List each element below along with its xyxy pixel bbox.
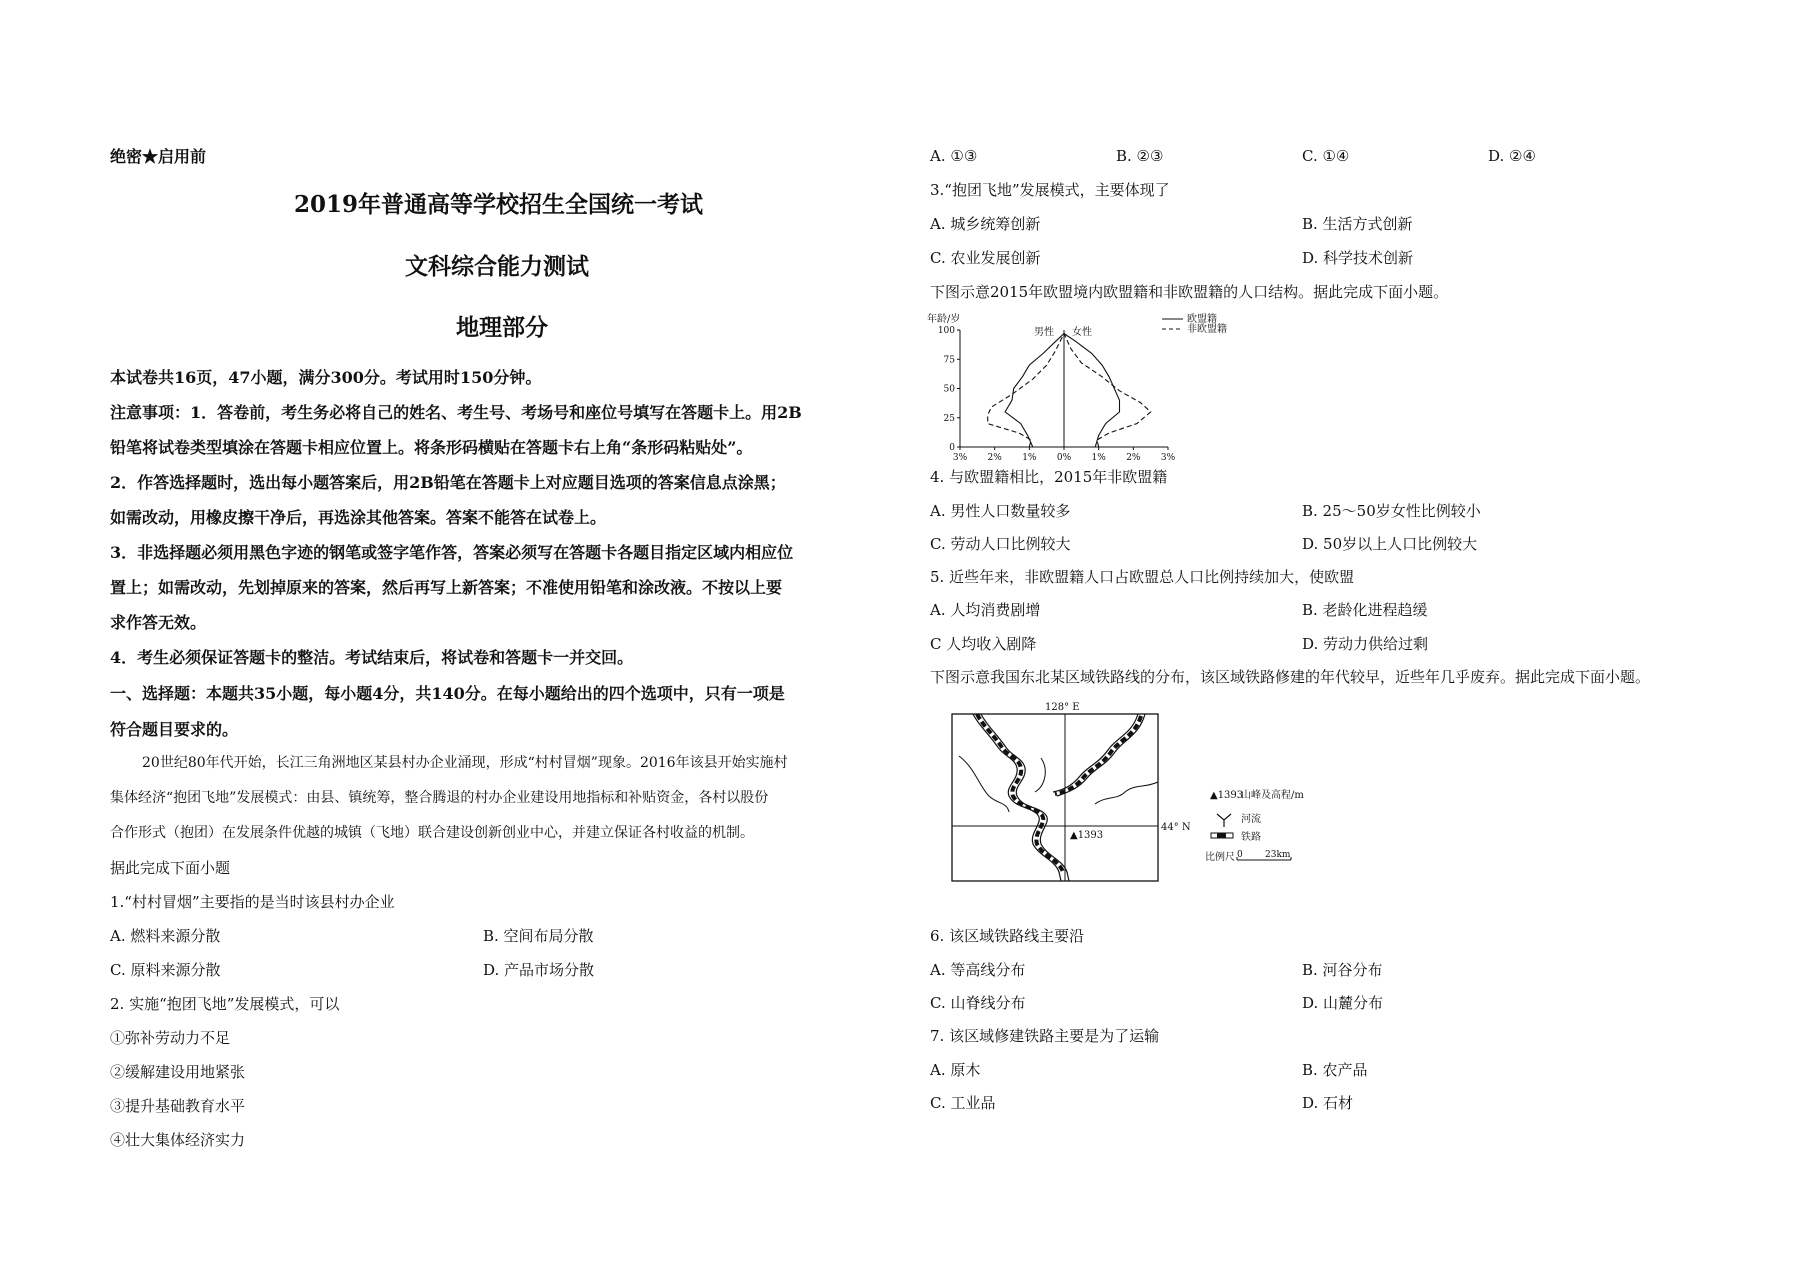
q5-option-a: A. 人均消费剧增 (930, 601, 1041, 619)
question-7-stem: 7. 该区域修建铁路主要是为了运输 (930, 1027, 1160, 1045)
railway-branch (1055, 716, 1141, 794)
legend-peak-symbol: ▲1393 (1210, 790, 1244, 801)
q6-option-d: D. 山麓分布 (1302, 994, 1384, 1012)
question-4-stem: 4. 与欧盟籍相比，2015年非欧盟籍 (930, 468, 1168, 486)
male-label: 男性 (1034, 327, 1054, 338)
female-label: 女性 (1072, 327, 1092, 338)
q1-option-b: B. 空间布局分散 (483, 927, 594, 945)
river-west (959, 756, 1009, 812)
y-axis-label: 年龄/岁 (927, 314, 961, 325)
q1-option-a: A. 燃料来源分散 (110, 927, 221, 945)
q2-option-d: D. ②④ (1488, 147, 1536, 165)
latitude-label: 44° N (1161, 822, 1191, 833)
map-frame (952, 714, 1158, 881)
passage-line: 集体经济“抱团飞地”发展模式：由县、镇统筹，整合腾退的村办企业建设用地指标和补贴资金，各村以股份 (110, 790, 769, 806)
instruction-line: 铅笔将试卷类型填涂在答题卡相应位置上。将条形码横贴在答题卡右上角“条形码粘贴处”。 (110, 438, 753, 457)
legend-label: 欧盟籍 (1187, 314, 1217, 325)
peak-label: ▲1393 (1070, 830, 1104, 841)
instruction-line: 2．作答选择题时，选出每小题答案后，用2B铅笔在答题卡上对应题目选项的答案信息点涂黑； (110, 473, 786, 492)
q6-option-a: A. 等高线分布 (930, 961, 1026, 979)
scale-label: 比例尺 (1205, 852, 1235, 863)
railway-map (945, 696, 1330, 886)
q2-statement-3: ③提升基础教育水平 (110, 1097, 246, 1115)
instruction-line: 注意事项：1．答卷前，考生务必将自己的姓名、考生号、考场号和座位号填写在答题卡上。用2B (110, 403, 802, 422)
question-2-stem: 2. 实施“抱团飞地”发展模式，可以 (110, 995, 340, 1013)
question-5-stem: 5. 近些年来，非欧盟籍人口占欧盟总人口比例持续加大，使欧盟 (930, 568, 1355, 586)
railway-line (977, 714, 1063, 872)
exam-title: 2019年普通高等学校招生全国统一考试 (294, 191, 704, 218)
q3-option-c: C. 农业发展创新 (930, 249, 1041, 267)
series-eu-male (1005, 334, 1064, 448)
q2-statement-1: ①弥补劳动力不足 (110, 1029, 231, 1047)
instruction-line: 如需改动，用橡皮擦干净后，再选涂其他答案。答案不能答在试卷上。 (110, 508, 607, 527)
q6-option-b: B. 河谷分布 (1302, 961, 1383, 979)
q7-option-a: A. 原木 (930, 1061, 981, 1079)
y-tick-label: 50 (943, 384, 955, 395)
series-non-eu-male (988, 334, 1064, 448)
x-tick-label: 1% (1091, 453, 1106, 463)
section-heading: 一、选择题：本题共35小题，每小题4分，共140分。在每小题给出的四个选项中，只有一项是 (110, 684, 785, 703)
q4-option-b: B. 25～50岁女性比例较小 (1302, 502, 1481, 520)
instruction-line: 置上；如需改动，先划掉原来的答案，然后再写上新答案；不准使用铅笔和涂改液。不按以上要 (110, 578, 783, 597)
railway-intro: 下图示意我国东北某区域铁路线的分布，该区域铁路修建的年代较早，近些年几乎废弃。据此完成下面小题。 (930, 668, 1651, 686)
y-tick-label: 25 (943, 413, 955, 424)
legend-label: 非欧盟籍 (1187, 324, 1227, 335)
q7-option-d: D. 石材 (1302, 1094, 1354, 1112)
stream (1035, 758, 1045, 792)
q1-option-c: C. 原料来源分散 (110, 961, 221, 979)
q5-option-b: B. 老龄化进程趋缓 (1302, 601, 1428, 619)
river-legend-icon (1217, 814, 1231, 827)
series-non-eu-female (1064, 334, 1151, 448)
question-6-stem: 6. 该区域铁路线主要沿 (930, 927, 1085, 945)
q3-option-a: A. 城乡统筹创新 (930, 215, 1041, 233)
river-tributary-bank (1053, 714, 1138, 792)
q2-option-c: C. ①④ (1302, 147, 1350, 165)
q2-option-b: B. ②③ (1116, 147, 1164, 165)
population-pyramid-chart (925, 312, 1255, 463)
q7-option-b: B. 农产品 (1302, 1061, 1368, 1079)
stream-east (1095, 782, 1158, 804)
q4-option-d: D. 50岁以上人口比例较大 (1302, 535, 1478, 553)
q6-option-c: C. 山脊线分布 (930, 994, 1026, 1012)
q5-option-c: C 人均收入剧降 (930, 635, 1037, 653)
section-heading: 符合题目要求的。 (110, 720, 239, 739)
x-tick-label: 1% (1022, 453, 1037, 463)
x-tick-label: 0% (1056, 453, 1072, 463)
q4-option-c: C. 劳动人口比例较大 (930, 535, 1071, 553)
q4-option-a: A. 男性人口数量较多 (930, 502, 1071, 520)
instruction-line: 本试卷共16页，47小题，满分300分。考试用时150分钟。 (110, 368, 542, 387)
scale-distance: 23km (1265, 850, 1291, 860)
x-tick-label: 2% (987, 453, 1002, 463)
scale-zero: 0 (1237, 850, 1243, 860)
section-title: 地理部分 (456, 314, 548, 341)
y-tick-label: 100 (937, 326, 955, 336)
exam-subtitle: 文科综合能力测试 (405, 253, 589, 280)
question-1-stem: 1.“村村冒烟”主要指的是当时该县村办企业 (110, 893, 395, 911)
q3-option-d: D. 科学技术创新 (1302, 249, 1414, 267)
q2-statement-2: ②缓解建设用地紧张 (110, 1063, 246, 1081)
population-intro: 下图示意2015年欧盟境内欧盟籍和非欧盟籍的人口结构。据此完成下面小题。 (930, 283, 1449, 301)
legend-river-text: 河流 (1241, 814, 1261, 825)
confidential-mark: 绝密★启用前 (110, 147, 207, 166)
q2-statement-4: ④壮大集体经济实力 (110, 1131, 246, 1149)
instruction-line: 求作答无效。 (110, 613, 207, 632)
instruction-line: 3．非选择题必须用黑色字迹的钢笔或签字笔作答，答案必须写在答题卡各题目指定区域内相应位 (110, 543, 794, 562)
x-tick-label: 3% (1160, 453, 1176, 463)
q2-option-a: A. ①③ (930, 147, 978, 165)
q5-option-d: D. 劳动力供给过剩 (1302, 635, 1429, 653)
passage-line: 20世纪80年代开始，长江三角洲地区某县村办企业涌现，形成“村村冒烟”现象。2016年该县开始实施村 (142, 755, 788, 771)
q7-option-c: C. 工业品 (930, 1094, 996, 1112)
q1-option-d: D. 产品市场分散 (483, 961, 595, 979)
legend-peak-text: 山峰及高程/m (1241, 790, 1304, 801)
passage-line: 据此完成下面小题 (110, 859, 231, 877)
legend-rail-text: 铁路 (1241, 832, 1261, 843)
x-tick-label: 3% (952, 453, 968, 463)
x-tick-label: 2% (1126, 453, 1141, 463)
q3-option-b: B. 生活方式创新 (1302, 215, 1413, 233)
question-3-stem: 3.“抱团飞地”发展模式，主要体现了 (930, 181, 1170, 199)
y-tick-label: 75 (943, 355, 955, 366)
longitude-label: 128° E (1045, 702, 1080, 713)
passage-line: 合作形式（抱团）在发展条件优越的城镇（飞地）联合建设创新创业中心，并建立保证各村收益的机制。 (110, 825, 754, 841)
instruction-line: 4．考生必须保证答题卡的整洁。考试结束后，将试卷和答题卡一并交回。 (110, 648, 634, 667)
y-tick-label: 0 (949, 443, 955, 453)
